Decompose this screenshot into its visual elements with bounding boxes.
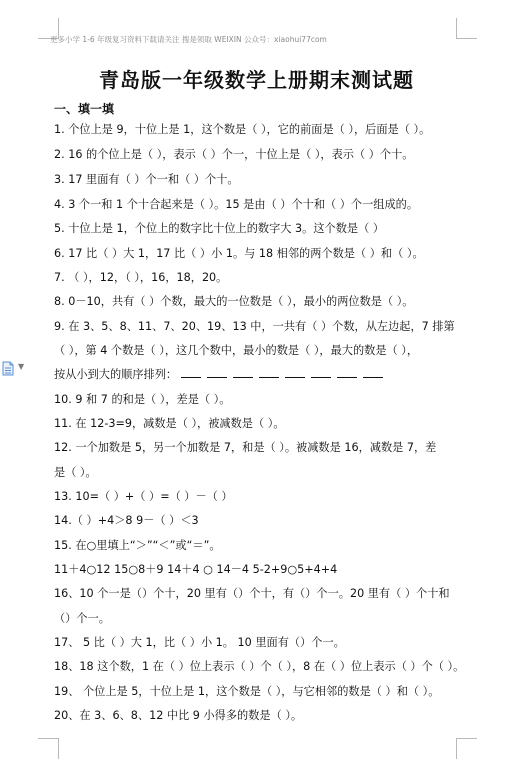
question-line: 9. 在 3、5、8、11、7、20、19、13 中，一共有（ ）个数，从左边起，7 排第 bbox=[54, 320, 455, 333]
answer-blank[interactable] bbox=[363, 365, 383, 378]
question-line: 14.（ ）+4＞8 9－（ ）＜3 bbox=[54, 514, 199, 527]
question-line: 是（ ）。 bbox=[54, 466, 97, 479]
answer-blank[interactable] bbox=[181, 365, 201, 378]
answer-blank[interactable] bbox=[259, 365, 279, 378]
question-line: 7. （ ），12，（ ），16，18，20。 bbox=[54, 271, 228, 284]
question-line: 15. 在○里填上“＞”“＜”或“＝”。 bbox=[54, 539, 221, 552]
header-note: 更多小学 1-6 年级复习资料下载请关注 搜是领取 WEIXIN 公众号：xiaohui77com bbox=[50, 35, 327, 44]
question-line: 19、 个位上是 5，十位上是 1，这个数是（ ），与它相邻的数是（ ）和（ ）。 bbox=[54, 685, 440, 698]
document-icon[interactable] bbox=[2, 361, 14, 376]
question-line: 5. 十位上是 1，个位上的数字比十位上的数字大 3。这个数是（ ） bbox=[54, 222, 385, 235]
answer-blank[interactable] bbox=[337, 365, 357, 378]
question-line: 13. 10=（ ）+（ ）=（ ）－（ ） bbox=[54, 490, 233, 503]
answer-blank[interactable] bbox=[207, 365, 227, 378]
chevron-down-icon[interactable]: ▼ bbox=[18, 362, 25, 371]
answer-blanks bbox=[181, 362, 389, 387]
page-title: 青岛版一年级数学上册期末测试题 bbox=[99, 68, 414, 92]
sort-instruction: 按从小到大的顺序排列： bbox=[54, 368, 178, 381]
question-line: 2. 16 的个位上是（ ），表示（ ）个一，十位上是（ ），表示（ ）个十。 bbox=[54, 148, 414, 161]
page-corner-bottom-left bbox=[38, 738, 59, 759]
page-corner-bottom-right bbox=[456, 738, 477, 759]
answer-blank[interactable] bbox=[285, 365, 305, 378]
answer-blank[interactable] bbox=[233, 365, 253, 378]
question-line: 20、在 3、6、8、12 中比 9 小得多的数是（ ）。 bbox=[54, 709, 303, 722]
question-line: 12. 一个加数是 5，另一个加数是 7，和是（ ）。被减数是 16，减数是 7，差 bbox=[54, 441, 437, 454]
page-corner-top-right bbox=[456, 18, 477, 39]
question-line: 3. 17 里面有（ ）个一和（ ）个十。 bbox=[54, 173, 239, 186]
question-line: 17、 5 比（ ）大 1，比（ ）小 1。 10 里面有（）个一。 bbox=[54, 636, 345, 649]
question-line: 11＋4○12 15○8＋9 14＋4 ○ 14－4 5-2+9○5+4+4 bbox=[54, 563, 338, 576]
question-line: 11. 在 12-3=9，减数是（ ），被减数是（ ）。 bbox=[54, 417, 285, 430]
question-line: （）个一。 bbox=[54, 612, 110, 625]
question-line: 6. 17 比（ ）大 1，17 比（ ）小 1。与 18 相邻的两个数是（ ）和（ ）。 bbox=[54, 247, 424, 260]
section-heading: 一、填一填 bbox=[54, 102, 115, 116]
question-line: 4. 3 个一和 1 个十合起来是（ ）。15 是由（ ）个十和（ ）个一组成的。 bbox=[54, 198, 419, 211]
question-line: （ ），第 4 个数是（ ），这几个数中，最小的数是（ ），最大的数是（ ）， bbox=[54, 344, 419, 357]
question-line: 1. 个位上是 9，十位上是 1，这个数是（ ），它的前面是（ ），后面是（ ）。 bbox=[54, 123, 431, 136]
question-line: 16、10 个一是（）个十，20 里有（）个十，有（）个一。20 里有（ ）个十和 bbox=[54, 587, 450, 600]
question-line: 18、18 这个数，1 在（ ）位上表示（ ）个（ ），8 在（ ）位上表示（ ）个（ ）。 bbox=[54, 660, 465, 673]
question-line: 8. 0－10，共有（ ）个数，最大的一位数是（ ），最小的两位数是（ ）。 bbox=[54, 295, 414, 308]
question-line: 10. 9 和 7 的和是（ ），差是（ ）。 bbox=[54, 393, 231, 406]
answer-blank[interactable] bbox=[311, 365, 331, 378]
question-line bbox=[54, 362, 464, 387]
